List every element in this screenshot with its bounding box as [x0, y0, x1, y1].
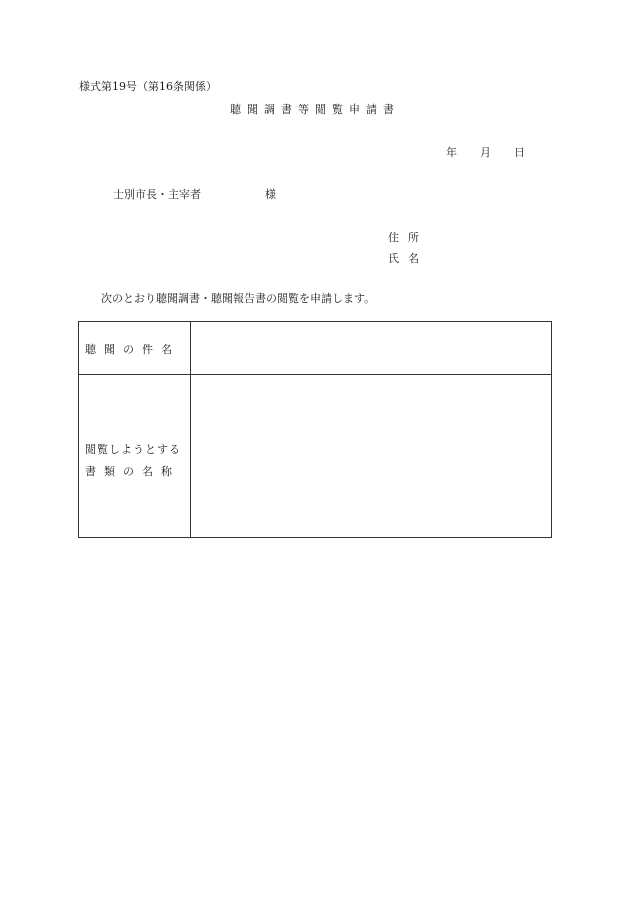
addressee-honorific: 様: [265, 188, 276, 201]
case-name-label: 聴聞の件名: [85, 343, 180, 356]
document-name-label-line-1: 閲覧しようとする: [85, 443, 181, 456]
addressee-recipient: 士別市長・主宰者: [113, 188, 201, 201]
day-label: 日: [514, 146, 525, 159]
table-row-document-names: [79, 375, 551, 537]
applicant-address-label: 住所: [388, 231, 428, 244]
form-number: 様式第19号（第16条関係）: [79, 80, 217, 93]
document-title: 聴聞調書等閲覧申請書: [230, 103, 400, 116]
month-label: 月: [480, 146, 491, 159]
request-sentence: 次のとおり聴聞調書・聴聞報告書の閲覧を申請します。: [101, 292, 376, 305]
case-name-field[interactable]: [191, 322, 551, 374]
document-name-label-line-2: 書類の名称: [85, 465, 180, 478]
document-name-field[interactable]: [191, 375, 551, 537]
table-row-case-name: [79, 322, 551, 375]
applicant-name-label: 氏名: [388, 252, 428, 265]
date-line: [446, 147, 525, 158]
year-label: 年: [446, 146, 457, 159]
application-table: [78, 321, 552, 538]
